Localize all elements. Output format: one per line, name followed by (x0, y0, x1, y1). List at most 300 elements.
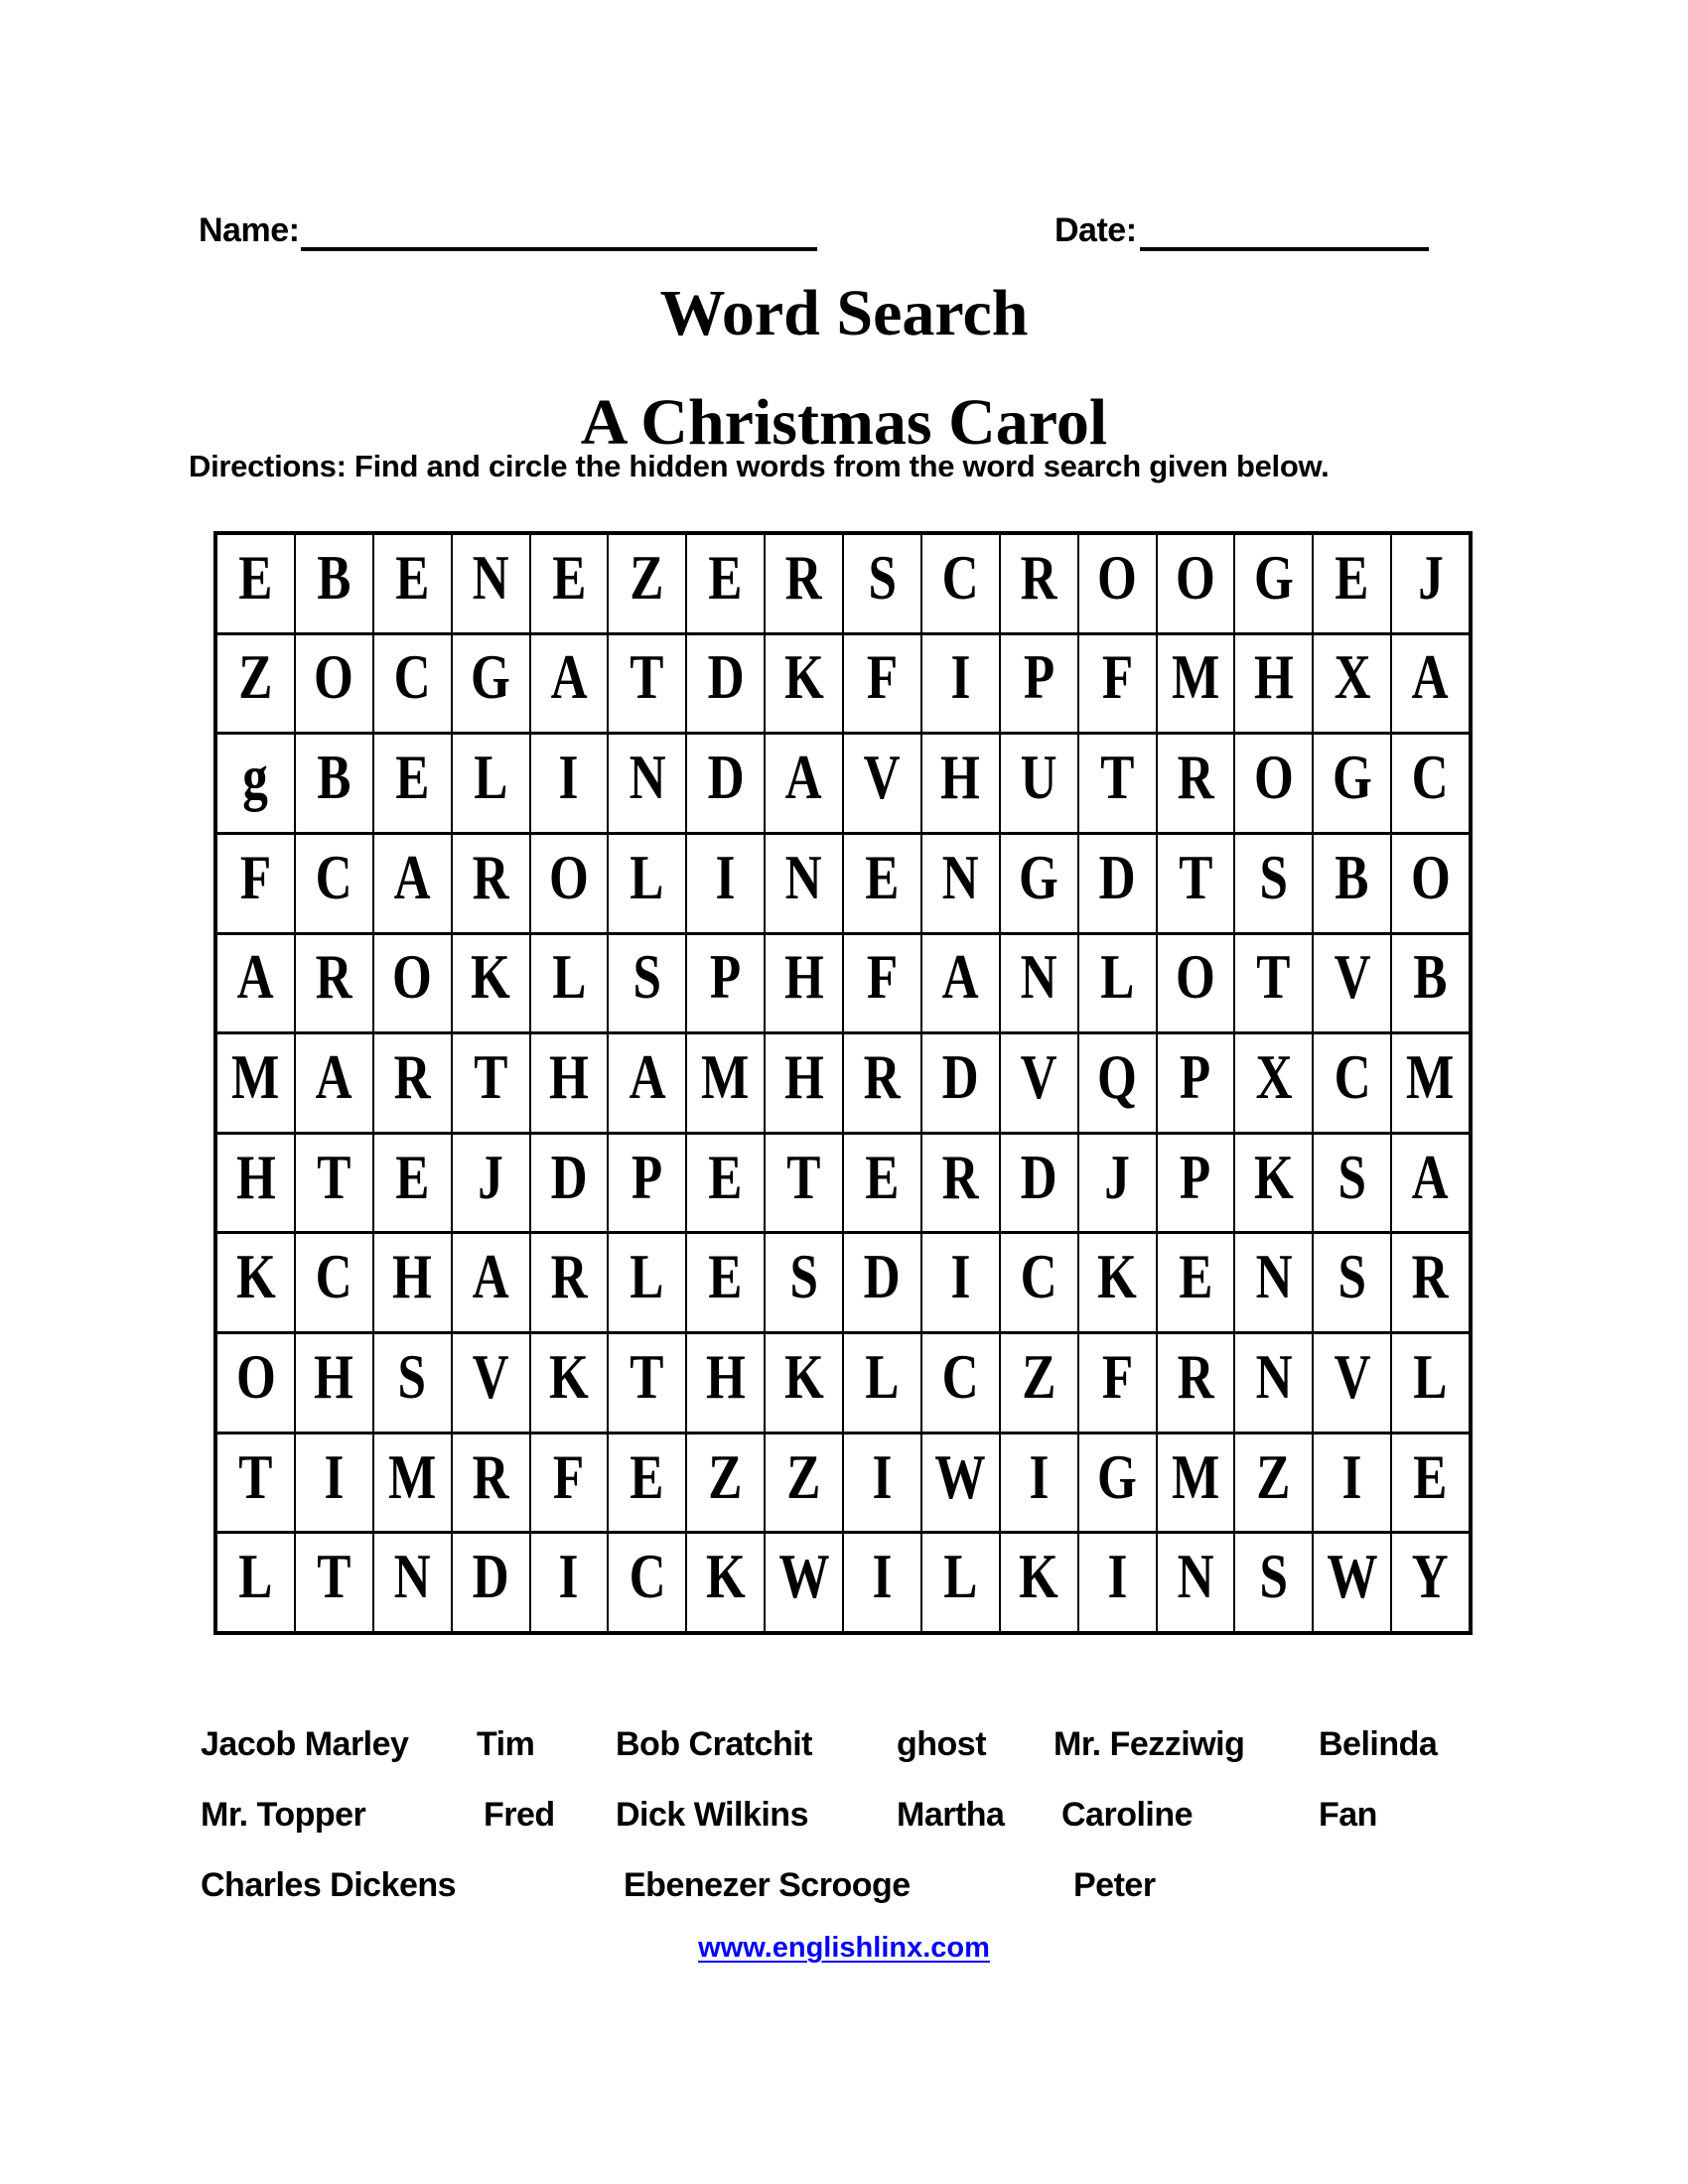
grid-cell (1312, 535, 1390, 632)
grid-cell (920, 935, 999, 1032)
date-input-line[interactable] (1140, 247, 1429, 251)
grid-cell (999, 1034, 1077, 1132)
grid-cell (920, 835, 999, 932)
grid-cell (1077, 835, 1156, 932)
grid-cell (294, 1135, 372, 1232)
grid-letter: T (630, 641, 664, 713)
grid-letter: E (1178, 1241, 1213, 1312)
grid-letter: D (472, 1541, 509, 1612)
grid-letter: E (865, 841, 900, 912)
grid-letter: W (934, 1440, 986, 1512)
grid-cell (217, 1434, 294, 1532)
grid-cell (294, 835, 372, 932)
grid-cell (1077, 935, 1156, 1032)
grid-letter: R (785, 541, 823, 613)
grid-letter: C (941, 1340, 979, 1412)
grid-cell (764, 535, 842, 632)
grid-cell (529, 1534, 608, 1631)
grid-letter: H (314, 1340, 354, 1412)
grid-cell (529, 635, 608, 733)
grid-letter: I (324, 1440, 345, 1512)
grid-letter: B (1413, 941, 1448, 1013)
grid-cell (294, 1334, 372, 1432)
grid-cell (999, 1534, 1077, 1631)
grid-cell (1390, 935, 1469, 1032)
grid-cell (1156, 1434, 1234, 1532)
grid-letter: N (1020, 941, 1057, 1013)
grid-cell (1156, 735, 1234, 832)
grid-cell (764, 735, 842, 832)
grid-cell (451, 1434, 529, 1532)
grid-letter: L (473, 742, 508, 813)
grid-cell (1233, 935, 1312, 1032)
grid-letter: S (1259, 841, 1289, 912)
grid-cell (1156, 1334, 1234, 1432)
grid-letter: V (1020, 1041, 1057, 1113)
grid-cell (607, 1135, 685, 1232)
grid-cell (920, 735, 999, 832)
grid-letter: B (1335, 841, 1369, 912)
grid-cell (529, 835, 608, 932)
grid-letter: L (1099, 941, 1135, 1013)
grid-cell (999, 1334, 1077, 1432)
grid-cell (294, 935, 372, 1032)
word-search-grid (213, 531, 1473, 1635)
grid-cell (1390, 1434, 1469, 1532)
grid-letter: F (239, 841, 272, 912)
word-list-item: Ebenezer Scrooge (624, 1866, 911, 1904)
grid-cell (1156, 1034, 1234, 1132)
grid-cell (1233, 1034, 1312, 1132)
grid-cell (607, 1334, 685, 1432)
grid-letter: C (393, 641, 431, 713)
grid-letter: F (866, 641, 899, 713)
grid-letter: H (235, 1141, 276, 1212)
grid-cell (451, 835, 529, 932)
grid-cell (1312, 1135, 1390, 1232)
grid-letter: E (1335, 541, 1369, 613)
grid-cell (372, 635, 451, 733)
grid-letter: I (715, 841, 736, 912)
grid-cell (529, 1135, 608, 1232)
grid-letter: N (941, 841, 979, 912)
grid-cell (1390, 1234, 1469, 1331)
grid-cell (1390, 635, 1469, 733)
grid-letter: E (395, 541, 430, 613)
grid-cell (1077, 1534, 1156, 1631)
grid-row (217, 1531, 1469, 1631)
grid-cell (1390, 1135, 1469, 1232)
page-subtitle: A Christmas Carol (580, 386, 1108, 459)
grid-letter: L (238, 1541, 273, 1612)
grid-letter: K (1253, 1141, 1294, 1212)
grid-letter: O (1176, 541, 1215, 613)
grid-letter: S (633, 941, 662, 1013)
grid-letter: A (941, 941, 979, 1013)
grid-letter: H (940, 742, 981, 813)
grid-cell (920, 1534, 999, 1631)
grid-letter: I (872, 1440, 893, 1512)
grid-cell (764, 1135, 842, 1232)
word-list-item: Peter (1073, 1866, 1156, 1904)
grid-letter: R (1177, 742, 1214, 813)
grid-letter: N (1177, 1541, 1214, 1612)
grid-cell (1077, 1434, 1156, 1532)
grid-letter: T (630, 1340, 664, 1412)
grid-letter: A (785, 742, 823, 813)
grid-letter: T (317, 1541, 352, 1612)
grid-letter: H (783, 1041, 824, 1113)
grid-letter: C (1334, 1041, 1371, 1113)
grid-letter: G (471, 641, 510, 713)
grid-letter: L (630, 1241, 664, 1312)
grid-cell (1077, 635, 1156, 733)
grid-cell (529, 1434, 608, 1532)
grid-letter: Z (1256, 1440, 1291, 1512)
grid-cell (842, 535, 920, 632)
grid-cell (451, 535, 529, 632)
grid-cell (999, 835, 1077, 932)
grid-cell (685, 1534, 764, 1631)
grid-row (217, 932, 1469, 1032)
grid-letter: N (629, 742, 666, 813)
grid-cell (1390, 535, 1469, 632)
grid-letter: P (632, 1141, 663, 1212)
grid-letter: F (866, 941, 899, 1013)
grid-letter: N (393, 1541, 431, 1612)
grid-letter: E (708, 1241, 743, 1312)
grid-letter: E (395, 742, 430, 813)
grid-cell (451, 635, 529, 733)
grid-letter: E (551, 541, 587, 613)
grid-cell (451, 1034, 529, 1132)
grid-cell (294, 1234, 372, 1331)
grid-cell (217, 1135, 294, 1232)
grid-letter: M (231, 1041, 280, 1113)
directions-text: Directions: Find and circle the hidden words from the word search given below. (189, 449, 1330, 483)
grid-cell (999, 1234, 1077, 1331)
grid-letter: V (1334, 941, 1371, 1013)
grid-letter: A (1412, 1141, 1450, 1212)
date-label: Date: (1055, 211, 1137, 249)
grid-letter: E (238, 541, 273, 613)
grid-letter: K (783, 641, 824, 713)
grid-letter: A (236, 941, 274, 1013)
grid-cell (842, 1234, 920, 1331)
grid-cell (607, 1234, 685, 1331)
footer (0, 1932, 1688, 1965)
grid-cell (685, 1334, 764, 1432)
grid-row (217, 632, 1469, 733)
grid-letter: K (549, 1340, 589, 1412)
grid-letter: F (553, 1440, 585, 1512)
grid-letter: g (242, 742, 269, 813)
grid-letter: M (701, 1041, 750, 1113)
grid-letter: C (315, 841, 352, 912)
grid-letter: X (1255, 1041, 1293, 1113)
grid-letter: E (395, 1141, 430, 1212)
grid-cell (451, 935, 529, 1032)
grid-letter: S (868, 541, 897, 613)
grid-letter: D (941, 1041, 979, 1113)
grid-cell (1077, 535, 1156, 632)
word-list-item: Jacob Marley (201, 1725, 409, 1763)
grid-letter: C (315, 1241, 352, 1312)
grid-cell (529, 1234, 608, 1331)
grid-cell (1233, 1135, 1312, 1232)
grid-letter: C (1412, 742, 1450, 813)
word-list-item: Fred (484, 1796, 555, 1834)
grid-cell (842, 1034, 920, 1132)
grid-cell (1233, 835, 1312, 932)
grid-cell (529, 1034, 608, 1132)
word-list-item: Caroline (1061, 1796, 1194, 1834)
grid-cell (607, 1434, 685, 1532)
grid-cell (1312, 1534, 1390, 1631)
grid-letter: B (317, 742, 352, 813)
grid-letter: I (1029, 1440, 1050, 1512)
grid-cell (607, 935, 685, 1032)
grid-letter: N (1255, 1340, 1293, 1412)
grid-letter: K (471, 941, 510, 1013)
grid-cell (294, 635, 372, 733)
grid-cell (529, 1334, 608, 1432)
grid-cell (294, 1434, 372, 1532)
grid-letter: X (1334, 641, 1371, 713)
grid-cell (294, 735, 372, 832)
grid-cell (217, 635, 294, 733)
grid-cell (685, 635, 764, 733)
grid-cell (607, 735, 685, 832)
grid-cell (1312, 1434, 1390, 1532)
word-list-item: Belinda (1319, 1725, 1438, 1763)
grid-letter: O (314, 641, 354, 713)
grid-letter: G (1332, 742, 1372, 813)
grid-cell (1077, 1234, 1156, 1331)
grid-cell (842, 1534, 920, 1631)
grid-cell (1390, 1334, 1469, 1432)
grid-cell (217, 1234, 294, 1331)
grid-cell (1233, 735, 1312, 832)
grid-letter: S (1337, 1141, 1366, 1212)
grid-letter: K (235, 1241, 276, 1312)
grid-cell (764, 1334, 842, 1432)
grid-letter: G (1097, 1440, 1137, 1512)
grid-letter: H (1253, 641, 1294, 713)
grid-cell (529, 535, 608, 632)
page-title: Word Search (659, 277, 1029, 349)
grid-cell (1312, 635, 1390, 733)
grid-cell (1156, 635, 1234, 733)
grid-cell (1156, 1135, 1234, 1232)
grid-cell (529, 935, 608, 1032)
grid-letter: S (1337, 1241, 1366, 1312)
grid-cell (764, 1234, 842, 1331)
word-list-item: Martha (897, 1796, 1005, 1834)
grid-letter: K (783, 1340, 824, 1412)
name-input-line[interactable] (301, 247, 817, 251)
grid-letter: T (473, 1041, 508, 1113)
grid-letter: W (1327, 1541, 1378, 1612)
grid-row (217, 1231, 1469, 1331)
grid-letter: D (1020, 1141, 1057, 1212)
grid-letter: H (783, 941, 824, 1013)
grid-cell (217, 535, 294, 632)
grid-cell (999, 1135, 1077, 1232)
grid-cell (1233, 635, 1312, 733)
grid-letter: O (549, 841, 589, 912)
grid-letter: H (392, 1241, 433, 1312)
grid-letter: R (472, 1440, 509, 1512)
grid-cell (1077, 735, 1156, 832)
grid-cell (920, 1334, 999, 1432)
grid-cell (1390, 835, 1469, 932)
grid-cell (1156, 1234, 1234, 1331)
grid-letter: S (789, 1241, 818, 1312)
grid-letter: J (1104, 1141, 1130, 1212)
grid-cell (372, 1334, 451, 1432)
grid-letter: A (1412, 641, 1450, 713)
grid-cell (920, 635, 999, 733)
grid-cell (999, 535, 1077, 632)
grid-cell (1390, 1534, 1469, 1631)
grid-cell (1233, 535, 1312, 632)
grid-cell (920, 535, 999, 632)
grid-cell (920, 1135, 999, 1232)
grid-cell (372, 1135, 451, 1232)
grid-cell (1390, 1034, 1469, 1132)
grid-cell (764, 635, 842, 733)
grid-letter: D (1098, 841, 1136, 912)
grid-letter: Z (630, 541, 664, 613)
grid-letter: A (550, 641, 588, 713)
grid-letter: S (1259, 1541, 1289, 1612)
grid-cell (1233, 1334, 1312, 1432)
grid-cell (999, 1434, 1077, 1532)
grid-cell (685, 1234, 764, 1331)
grid-cell (842, 1334, 920, 1432)
grid-letter: O (1410, 841, 1451, 912)
grid-letter: A (315, 1041, 352, 1113)
grid-letter: V (863, 742, 901, 813)
grid-letter: F (1101, 1340, 1133, 1412)
grid-letter: P (1180, 1041, 1211, 1113)
grid-cell (372, 1534, 451, 1631)
grid-letter: D (707, 742, 745, 813)
grid-cell (842, 935, 920, 1032)
grid-cell (685, 1135, 764, 1232)
grid-letter: T (786, 1141, 821, 1212)
grid-letter: E (865, 1141, 900, 1212)
grid-letter: C (941, 541, 979, 613)
grid-cell (842, 735, 920, 832)
grid-cell (685, 1034, 764, 1132)
grid-letter: H (549, 1041, 589, 1113)
grid-letter: L (1413, 1340, 1448, 1412)
grid-cell (842, 635, 920, 733)
grid-letter: O (1253, 742, 1294, 813)
grid-letter: R (941, 1141, 979, 1212)
grid-cell (217, 1334, 294, 1432)
grid-letter: O (1176, 941, 1215, 1013)
grid-letter: I (1341, 1440, 1362, 1512)
grid-letter: G (1253, 541, 1294, 613)
grid-letter: P (710, 941, 742, 1013)
word-list-item: Fan (1319, 1796, 1377, 1834)
grid-letter: B (317, 541, 352, 613)
grid-letter: Q (1097, 1041, 1137, 1113)
grid-letter: Z (238, 641, 273, 713)
grid-cell (764, 1534, 842, 1631)
grid-row (217, 832, 1469, 932)
grid-letter: E (630, 1440, 664, 1512)
grid-cell (217, 1034, 294, 1132)
grid-cell (1312, 1234, 1390, 1331)
grid-cell (294, 535, 372, 632)
grid-letter: M (388, 1440, 437, 1512)
grid-letter: M (1171, 641, 1220, 713)
grid-cell (685, 835, 764, 932)
grid-cell (1233, 1234, 1312, 1331)
grid-cell (1156, 1534, 1234, 1631)
grid-letter: U (1020, 742, 1057, 813)
grid-cell (372, 535, 451, 632)
grid-letter: T (238, 1440, 273, 1512)
grid-cell (842, 835, 920, 932)
grid-cell (1390, 735, 1469, 832)
grid-letter: A (393, 841, 431, 912)
grid-cell (607, 1534, 685, 1631)
word-list-item: ghost (897, 1725, 987, 1763)
grid-cell (920, 1234, 999, 1331)
grid-letter: L (865, 1340, 900, 1412)
grid-cell (451, 1334, 529, 1432)
grid-cell (451, 1534, 529, 1631)
grid-letter: K (1097, 1241, 1137, 1312)
word-list-item: Mr. Fezziwig (1054, 1725, 1245, 1763)
grid-cell (1156, 835, 1234, 932)
grid-letter: I (872, 1541, 893, 1612)
grid-cell (372, 1434, 451, 1532)
grid-letter: G (1019, 841, 1059, 912)
grid-letter: A (472, 1241, 509, 1312)
grid-cell (685, 535, 764, 632)
grid-letter: N (1255, 1241, 1293, 1312)
grid-cell (842, 1135, 920, 1232)
grid-letter: L (551, 941, 587, 1013)
grid-letter: R (1020, 541, 1057, 613)
grid-letter: Z (786, 1440, 821, 1512)
grid-cell (764, 935, 842, 1032)
word-list-item: Dick Wilkins (616, 1796, 808, 1834)
grid-letter: E (708, 1141, 743, 1212)
englishlinx-link[interactable]: www.englishlinx.com (698, 1932, 990, 1964)
grid-letter: R (1177, 1340, 1214, 1412)
grid-cell (217, 735, 294, 832)
word-list-item: Charles Dickens (201, 1866, 457, 1904)
grid-cell (999, 635, 1077, 733)
grid-letter: D (707, 641, 745, 713)
grid-letter: W (777, 1541, 830, 1612)
grid-letter: O (235, 1340, 276, 1412)
grid-letter: C (629, 1541, 666, 1612)
grid-cell (999, 935, 1077, 1032)
grid-letter: F (1101, 641, 1133, 713)
grid-cell (1312, 935, 1390, 1032)
grid-cell (1077, 1334, 1156, 1432)
grid-letter: D (863, 1241, 901, 1312)
grid-letter: L (630, 841, 664, 912)
